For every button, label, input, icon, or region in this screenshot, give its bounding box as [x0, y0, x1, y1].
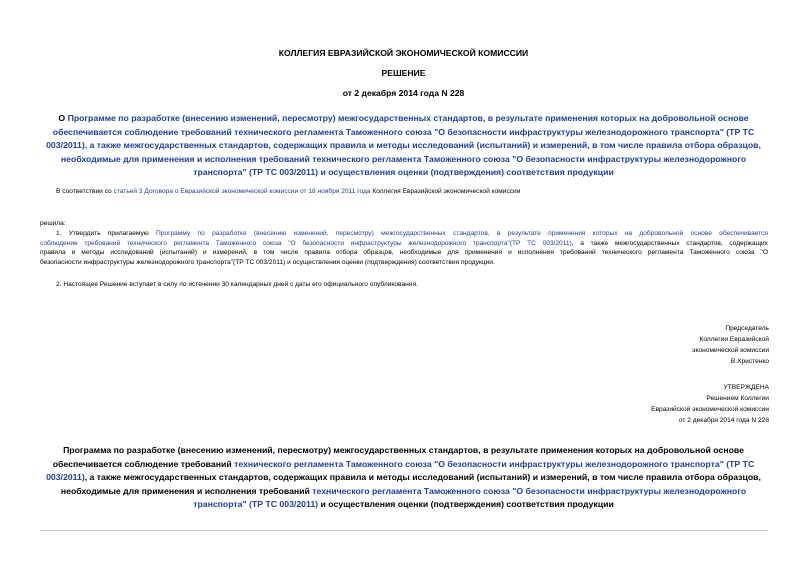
decided-label: решила: — [40, 220, 66, 227]
program-title-post-5: и осуществления оценки (подтверждения) соответствия продукции — [318, 499, 614, 509]
doc-type-heading: РЕШЕНИЕ — [381, 68, 426, 78]
item1-pre: 1. Утвердить прилагаемую — [56, 230, 157, 237]
treaty-article-link[interactable]: статьей 3 Договора о Евразийской экономической комиссии от 18 ноября 2011 года — [113, 188, 371, 195]
signature-line-2: Коллегии Евразийской — [699, 336, 769, 343]
org-heading: КОЛЛЕГИЯ ЕВРАЗИЙСКОЙ ЭКОНОМИЧЕСКОЙ КОМИССИИ — [278, 48, 529, 58]
signature-line-3: экономической комиссии — [692, 347, 769, 354]
approval-block — [651, 382, 769, 426]
regulation-link-2[interactable]: 003/2011) — [46, 472, 85, 482]
approval-line-3: Евразийской экономической комиссии — [651, 406, 769, 413]
divider-line — [40, 530, 768, 531]
signature-line-1: Председатель — [725, 325, 769, 332]
item1-post: , а также межгосударственных стандартов, содержащих — [571, 239, 768, 247]
date-heading: от 2 декабря 2014 года N 228 — [342, 88, 465, 98]
regulation-link-4[interactable]: транспорта" (ТР ТС 003/2011) — [193, 499, 319, 509]
item-2: 2. Настоящее Решение вступает в силу по истечении 30 календарных дней с даты его официального опубликования. — [56, 281, 418, 288]
signature-block — [692, 323, 769, 367]
item1-line-4: безопасности инфраструктуры железнодорожного транспорта"(ТР ТС 003/2011) и осуществления оценки (подтверждения) соответствия продукции. — [40, 258, 495, 266]
item1-line-3: правила и методы исследований (испытаний) и измерений, в том числе правила отбора образцов, необходимые для применения и исполнения требований технического регламента Таможенного союза "О — [40, 249, 768, 257]
title-link-5[interactable]: транспорта" (ТР ТС 003/2011) и осуществления оценки (подтверждения) соответствия продукции — [193, 167, 614, 177]
preamble-before: В соответствии со — [56, 188, 114, 195]
program-link-2[interactable]: соблюдение требований технического регламента Таможенного союза "О безопасности инфраструктуры железнодорожного транспорта"(ТР ТС 003/2011) — [40, 239, 572, 247]
program-title — [20, 444, 787, 512]
title-prefix: О — [58, 113, 68, 123]
program-link-1[interactable]: Программу по разработке (внесению изменений, пересмотру) межгосударственных стандартов, в результате применения которых на добровольной основе обеспечивается — [156, 230, 768, 237]
program-title-pre-2: обеспечивается соблюдение требований — [52, 458, 235, 469]
decision-title — [20, 112, 787, 180]
preamble-after: Коллегия Евразийской экономической комиссии — [370, 188, 521, 195]
regulation-link-3[interactable]: технического регламента Таможенного союза "О безопасности инфраструктуры железнодорожного — [312, 485, 747, 496]
approval-line-1: УТВЕРЖДЕНА — [723, 384, 769, 391]
title-link-2[interactable]: обеспечивается соблюдение требований технического регламента Таможенного союза "О безопасности инфраструктуры железнодорожного транспорта" (ТР ТС — [52, 126, 755, 137]
program-title-pre-4: необходимые для применения и исполнения требований — [60, 485, 313, 496]
title-link-4[interactable]: необходимые для применения и исполнения требований технического регламента Таможенного союза "О безопасности инфраструктуры железнодорожного — [60, 153, 747, 164]
approval-line-2: Решением Коллегии — [706, 395, 769, 402]
item-1 — [40, 229, 768, 267]
program-title-post-3: , а также межгосударственных стандартов, содержащих правила и методы исследований (испытаний) и измерений, в том числе правила отбора образцов, — [84, 472, 761, 482]
signature-line-4: В.Христенко — [730, 358, 769, 365]
program-title-line-1: Программа по разработке (внесению изменений, пересмотру) межгосударственных стандартов, в результате применения которых на добровольной основе — [63, 445, 744, 455]
title-link-3[interactable]: 003/2011), а также межгосударственных стандартов, содержащих правила и методы исследований (испытаний) и измерений, в том числе правила отбора образцов, — [46, 140, 761, 150]
title-link-1[interactable]: Программе по разработке (внесению изменений, пересмотру) межгосударственных стандартов, в результате применения которых на добровольной основе — [67, 113, 749, 123]
regulation-link-1[interactable]: технического регламента Таможенного союза "О безопасности инфраструктуры железнодорожного транспорта" (ТР ТС — [234, 458, 755, 469]
approval-line-4: от 2 декабря 2014 года N 228 — [678, 417, 769, 424]
preamble — [56, 189, 520, 196]
